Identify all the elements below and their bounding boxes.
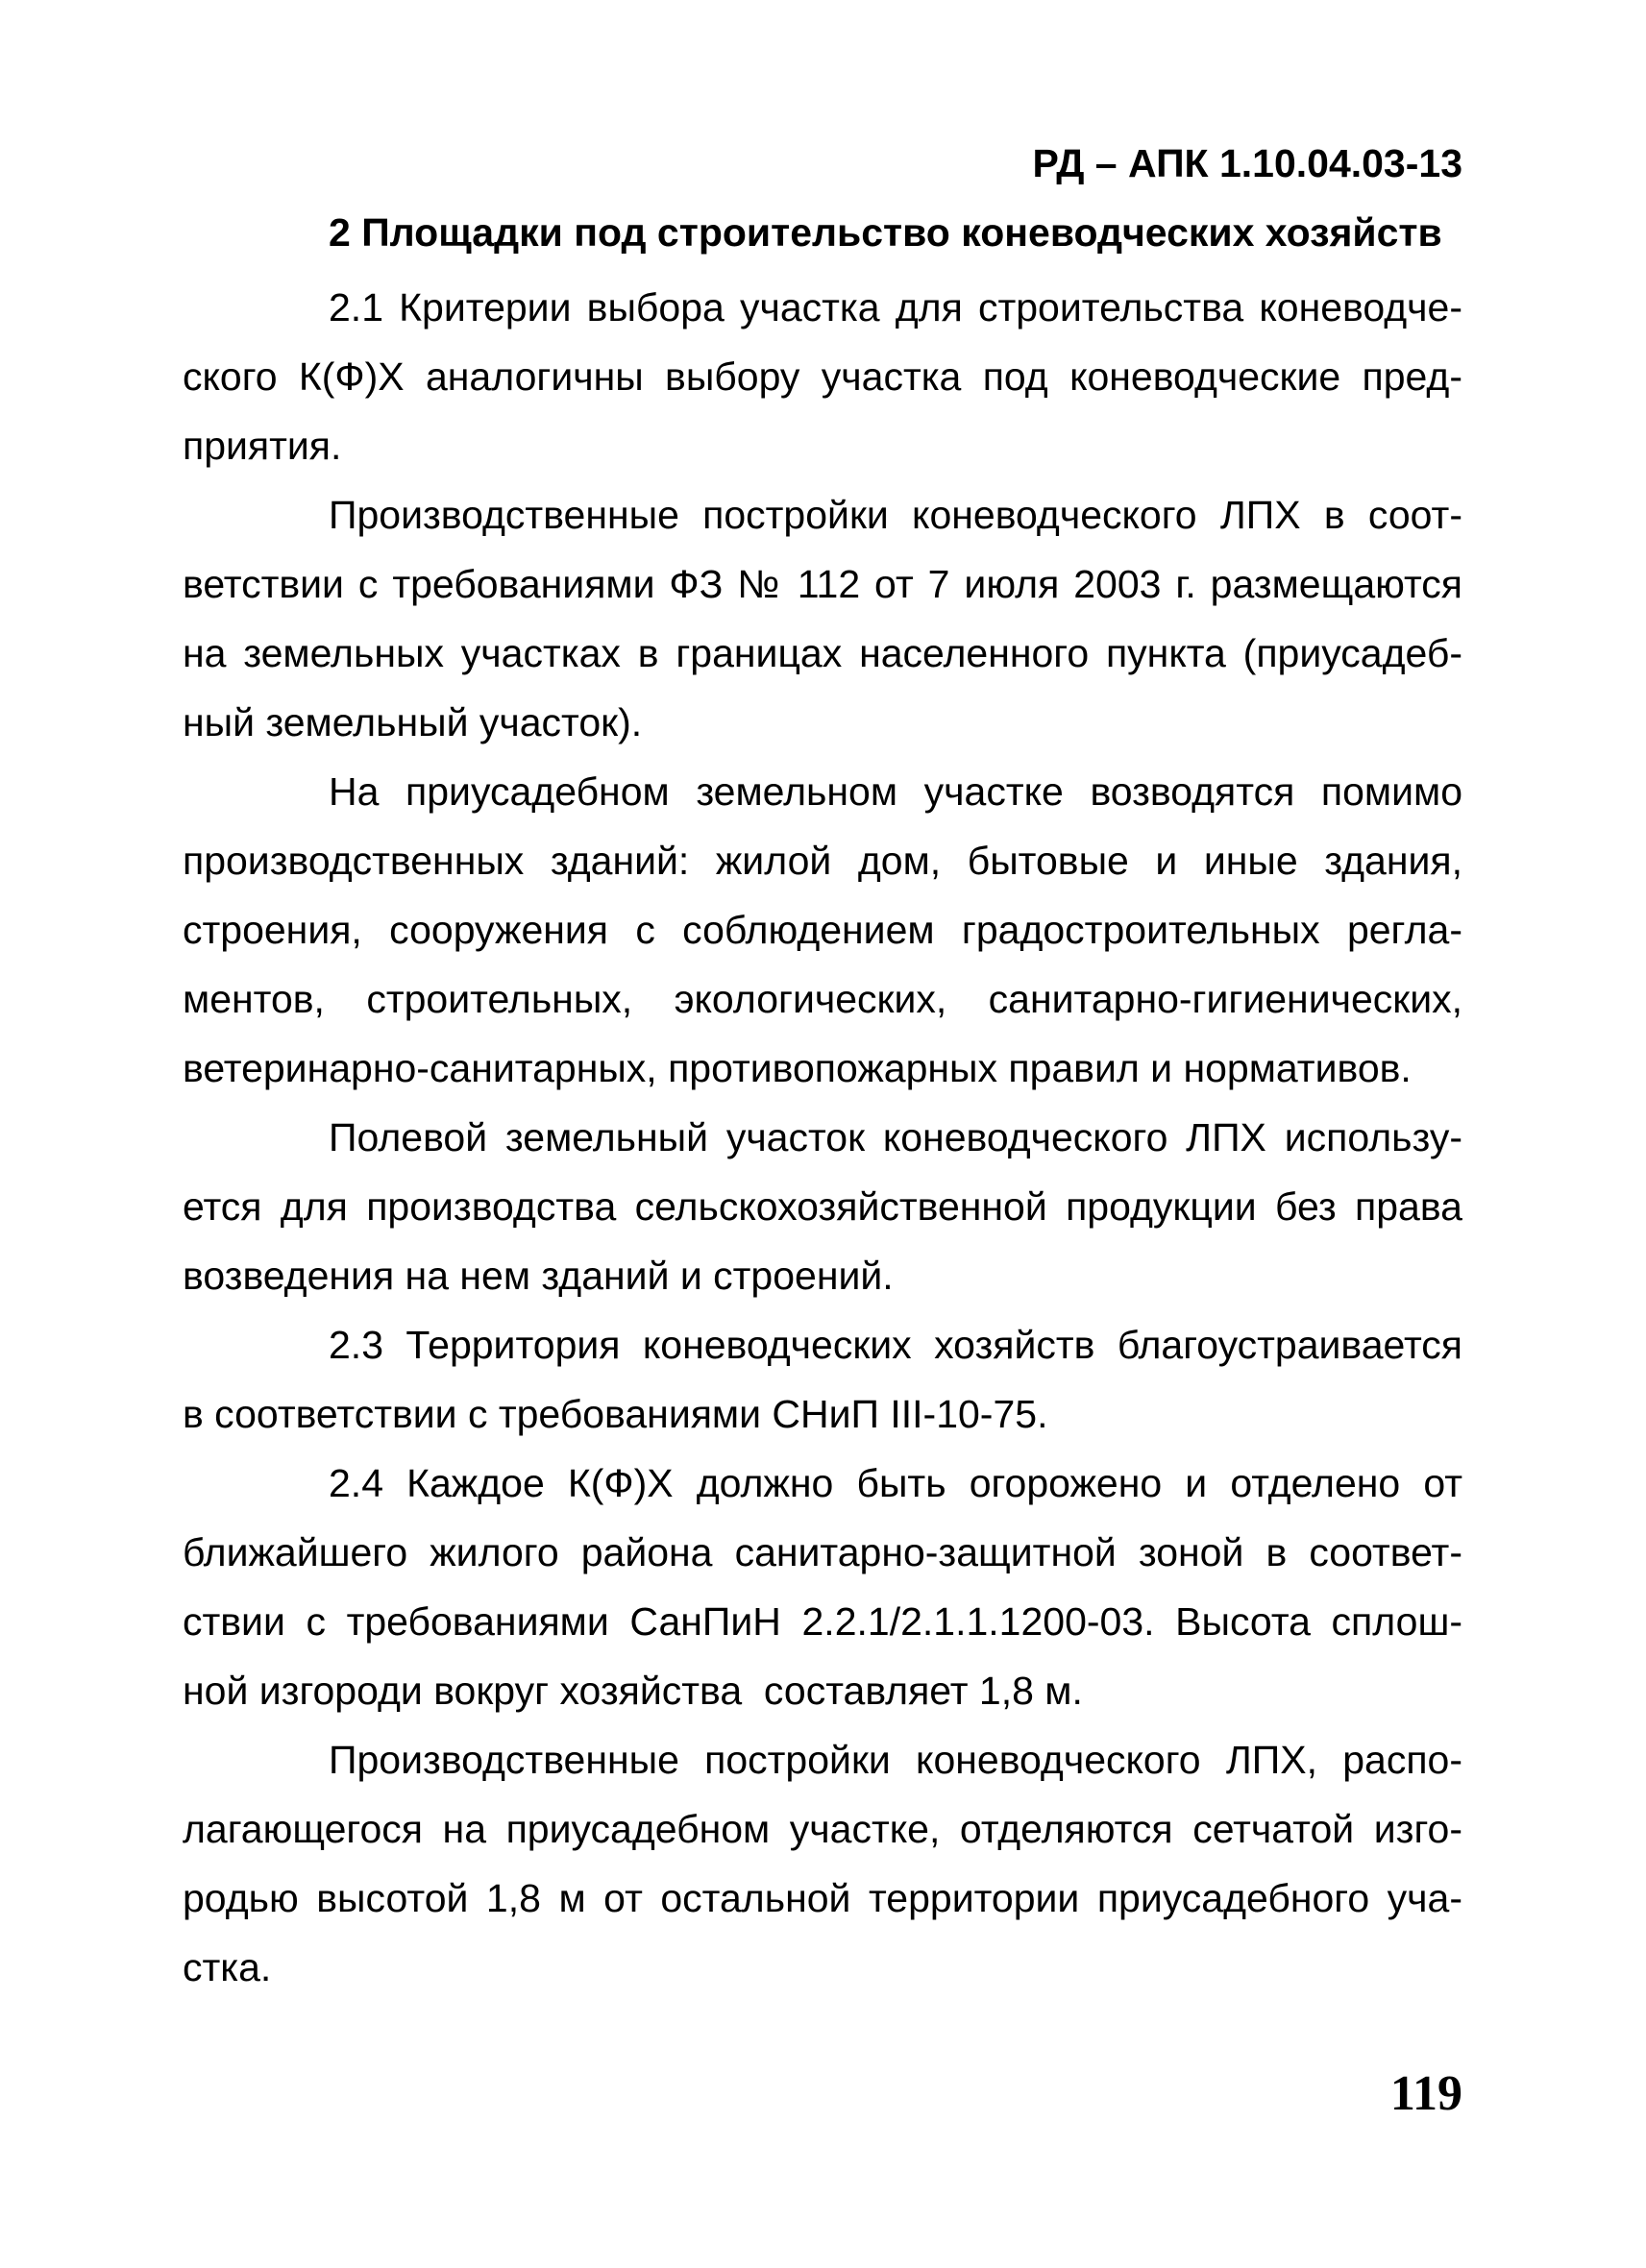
- paragraph: [183, 480, 1462, 757]
- paragraph-line: лагающегося на приусадебном участке, отделяются сетчатой изго-: [183, 1807, 1462, 1851]
- paragraph-line: возведения на нем зданий и строений.: [183, 1254, 894, 1298]
- paragraph-line: ной изгороди вокруг хозяйства составляет 1,8 м.: [183, 1669, 1083, 1713]
- paragraph-line: ского К(Ф)Х аналогичны выбору участка под коневодческие пред-: [183, 354, 1462, 399]
- paragraph-line: Производственные постройки коневодческого ЛПХ в соот-: [329, 493, 1462, 537]
- paragraph: [183, 757, 1462, 1103]
- paragraph: [183, 273, 1462, 480]
- page-number: 119: [1389, 2066, 1462, 2121]
- paragraph: [183, 1725, 1462, 2002]
- document-code-header: РД – АПК 1.10.04.03-13: [1032, 141, 1462, 185]
- paragraph-line: На приусадебном земельном участке возводятся помимо: [329, 769, 1462, 814]
- paragraph-line: ствии с требованиями СанПиН 2.2.1/2.1.1.1200-03. Высота сплош-: [183, 1599, 1462, 1644]
- document-body: [183, 273, 1462, 2002]
- paragraph-line: ный земельный участок).: [183, 700, 643, 744]
- paragraph-line: строения, сооружения с соблюдением градостроительных регла-: [183, 908, 1462, 952]
- paragraph-line: Полевой земельный участок коневодческого ЛПХ использу-: [329, 1115, 1462, 1159]
- paragraph-line: ется для производства сельскохозяйственной продукции без права: [183, 1184, 1462, 1229]
- paragraph-line: стка.: [183, 1945, 272, 1989]
- paragraph: [183, 1103, 1462, 1310]
- paragraph: [183, 1310, 1462, 1449]
- paragraph-line: ближайшего жилого района санитарно-защитной зоной в соответ-: [183, 1530, 1462, 1574]
- paragraph-line: производственных зданий: жилой дом, бытовые и иные здания,: [183, 839, 1462, 883]
- paragraph-line: 2.3 Территория коневодческих хозяйств благоустраивается: [329, 1323, 1462, 1367]
- paragraph: [183, 1449, 1462, 1725]
- paragraph-line: родью высотой 1,8 м от остальной территории приусадебного уча-: [183, 1876, 1462, 1920]
- paragraph-line: в соответствии с требованиями СНиП III-10-75.: [183, 1392, 1048, 1436]
- paragraph-line: ветствии с требованиями ФЗ № 112 от 7 июля 2003 г. размещаются: [183, 562, 1462, 606]
- paragraph-line: 2.4 Каждое К(Ф)Х должно быть огорожено и отделено от: [329, 1461, 1462, 1505]
- section-heading: 2 Площадки под строительство коневодческих хозяйств: [329, 210, 1442, 255]
- paragraph-line: приятия.: [183, 424, 342, 468]
- paragraph-line: на земельных участках в границах населенного пункта (приусадеб-: [183, 631, 1462, 675]
- paragraph-line: Производственные постройки коневодческого ЛПХ, распо-: [329, 1738, 1462, 1782]
- paragraph-line: ментов, строительных, экологических, санитарно-гигиенических,: [183, 977, 1462, 1021]
- paragraph-line: 2.1 Критерии выбора участка для строительства коневодче-: [329, 285, 1462, 329]
- paragraph-line: ветеринарно-санитарных, противопожарных правил и нормативов.: [183, 1046, 1412, 1090]
